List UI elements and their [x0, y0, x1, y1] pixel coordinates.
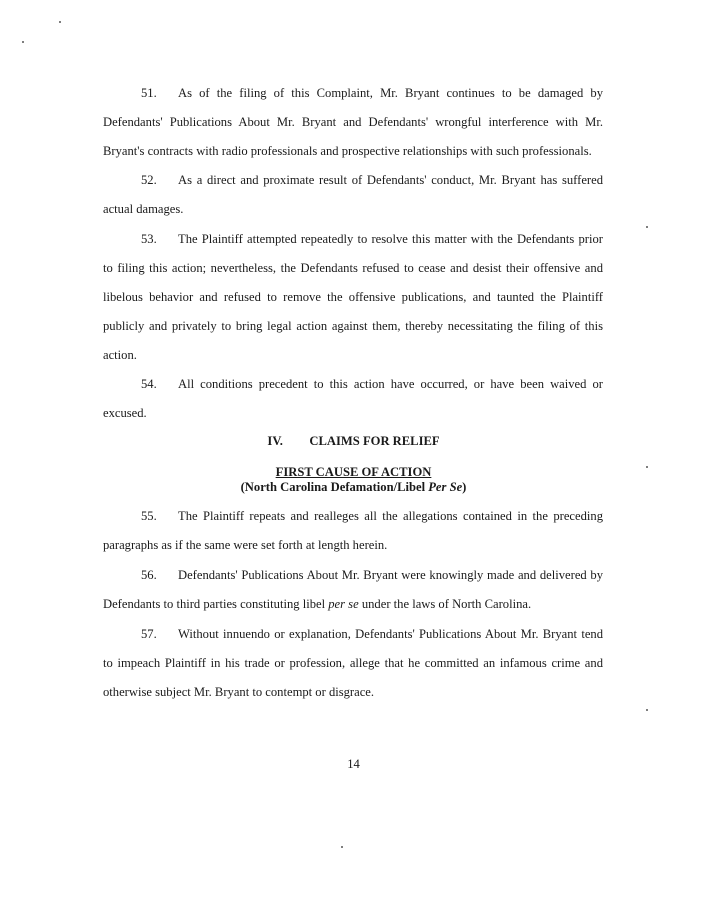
cause-subtitle-pre: (North Carolina Defamation/Libel	[240, 480, 429, 494]
paragraph-text: The Plaintiff attempted repeatedly to resolve this matter with the Defendants prior to filing this action; nevertheless, the Defendants refused to cease and desist their offensive and libelous behavior and refused to remove the offensive publications, and taunted the Plaintiff publicly and privately to bring legal action against them, thereby necessitating the filing of this action.	[103, 232, 603, 362]
cause-of-action-heading	[0, 465, 707, 495]
paragraph-51	[103, 79, 603, 166]
paragraph-text-post: under the laws of North Carolina.	[358, 597, 532, 611]
paragraph-text: All conditions precedent to this action have occurred, or have been waived or excused.	[103, 377, 603, 420]
section-roman-numeral: IV.	[267, 434, 283, 448]
page-number: 14	[347, 757, 360, 771]
paragraph-54	[103, 370, 603, 428]
section-title: CLAIMS FOR RELIEF	[309, 434, 440, 448]
scan-speck	[22, 41, 24, 43]
paragraph-number: 55.	[141, 509, 157, 523]
paragraph-number: 56.	[141, 568, 157, 582]
cause-subtitle-post: )	[462, 480, 467, 494]
paragraph-text-pre: Defendants' Publications About Mr. Bryant were knowingly made and delivered by Defendants to third parties constituting libel	[103, 568, 603, 611]
cause-title: FIRST CAUSE OF ACTION	[275, 465, 432, 479]
cause-subtitle-italic: Per Se	[428, 480, 463, 494]
paragraph-number: 53.	[141, 232, 157, 246]
scan-speck	[341, 846, 343, 848]
paragraph-text: Without innuendo or explanation, Defendants' Publications About Mr. Bryant tend to impeach Plaintiff in his trade or profession, allege that he committed an infamous crime and otherwise subject Mr. Bryant to contempt or disgrace.	[103, 627, 603, 699]
paragraph-55	[103, 502, 603, 560]
paragraph-number: 57.	[141, 627, 157, 641]
paragraph-text: As of the filing of this Complaint, Mr. Bryant continues to be damaged by Defendants' Publications About Mr. Bryant and Defendants' wrongful interference with Mr. Bryant's contracts with radio professionals and prospective relationships with such professionals.	[103, 86, 603, 158]
paragraph-57	[103, 620, 603, 707]
paragraph-text: The Plaintiff repeats and realleges all the allegations contained in the preceding paragraphs as if the same were set forth at length herein.	[103, 509, 603, 552]
paragraph-52	[103, 166, 603, 224]
paragraph-number: 51.	[141, 86, 157, 100]
paragraph-text-italic: per se	[328, 597, 359, 611]
paragraph-text: As a direct and proximate result of Defendants' conduct, Mr. Bryant has suffered actual damages.	[103, 173, 603, 216]
paragraph-56	[103, 561, 603, 619]
paragraph-53	[103, 225, 603, 370]
scan-speck	[59, 21, 61, 23]
cause-subtitle	[0, 480, 707, 495]
paragraph-number: 54.	[141, 377, 157, 391]
paragraph-number: 52.	[141, 173, 157, 187]
scan-speck	[646, 226, 648, 228]
section-heading	[0, 434, 707, 449]
scan-speck	[646, 709, 648, 711]
